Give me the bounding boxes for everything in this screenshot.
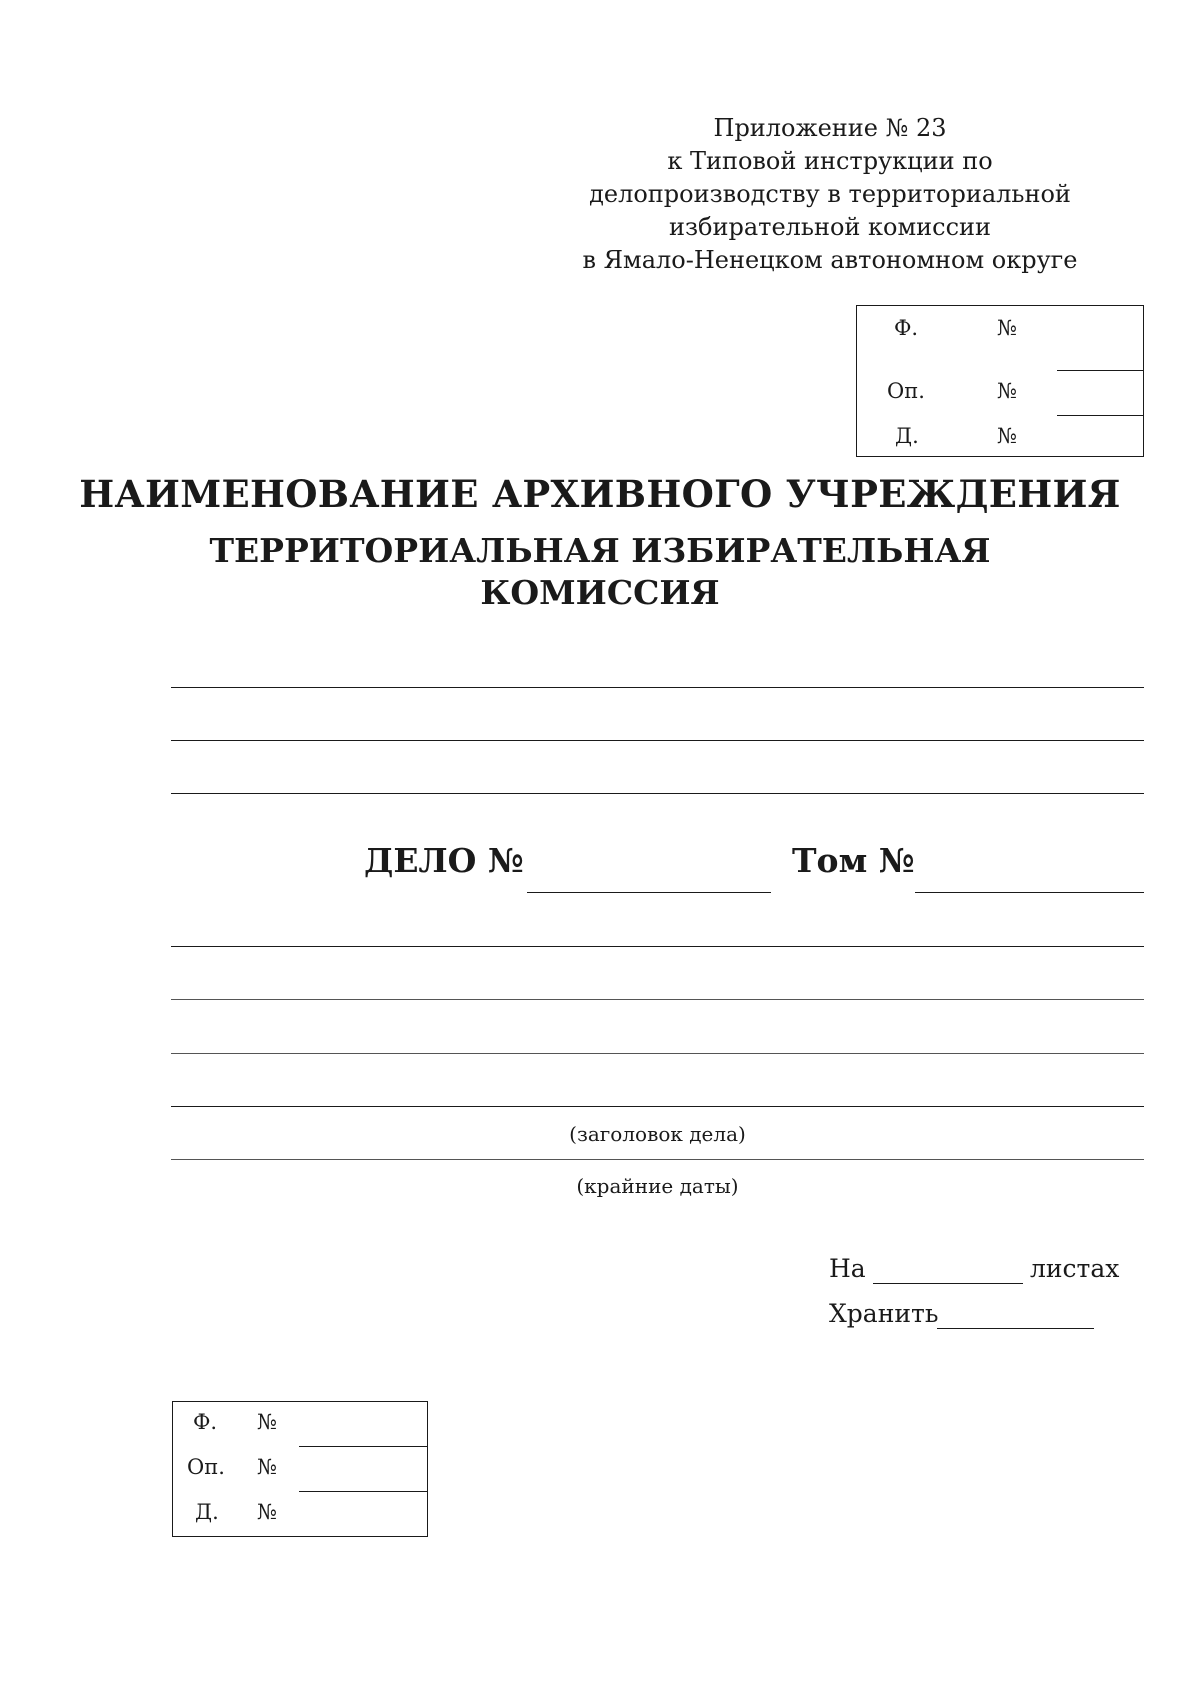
blank-line[interactable] bbox=[171, 687, 1144, 688]
fund-label: Ф. bbox=[894, 316, 919, 340]
case-title-line[interactable] bbox=[171, 1106, 1144, 1107]
case-title-line[interactable] bbox=[171, 1053, 1144, 1054]
dates-line[interactable] bbox=[171, 1159, 1144, 1160]
case-number-label: ДЕЛО № bbox=[364, 841, 524, 880]
inventory-number-field[interactable] bbox=[299, 1491, 427, 1492]
number-sign: № bbox=[257, 1455, 277, 1479]
appendix-note bbox=[560, 112, 1100, 277]
inventory-label: Оп. bbox=[887, 379, 925, 403]
number-sign: № bbox=[257, 1410, 277, 1434]
appendix-line: избирательной комиссии bbox=[668, 213, 992, 241]
fund-number-field[interactable] bbox=[299, 1446, 427, 1447]
number-sign: № bbox=[997, 316, 1017, 340]
volume-number-field[interactable] bbox=[915, 892, 1144, 893]
fund-label: Ф. bbox=[193, 1410, 218, 1434]
case-title-line[interactable] bbox=[171, 999, 1144, 1000]
number-sign: № bbox=[997, 424, 1017, 448]
commission-heading-line2: КОМИССИЯ bbox=[480, 573, 720, 612]
dates-caption: (крайние даты) bbox=[576, 1174, 739, 1198]
sheets-label: листах bbox=[1030, 1254, 1120, 1283]
file-label: Д. bbox=[195, 1500, 219, 1524]
blank-line[interactable] bbox=[171, 793, 1144, 794]
case-number-field[interactable] bbox=[527, 892, 771, 893]
appendix-line: Приложение № 23 bbox=[713, 114, 947, 142]
appendix-line: делопроизводству в территориальной bbox=[589, 180, 1071, 208]
file-label: Д. bbox=[895, 424, 919, 448]
blank-line[interactable] bbox=[171, 740, 1144, 741]
fund-number-field[interactable] bbox=[1057, 370, 1143, 371]
reference-box-top bbox=[856, 305, 1144, 457]
appendix-line: в Ямало-Ненецком автономном округе bbox=[582, 246, 1078, 274]
number-sign: № bbox=[257, 1500, 277, 1524]
appendix-line: к Типовой инструкции по bbox=[667, 147, 993, 175]
inventory-number-field[interactable] bbox=[1057, 415, 1143, 416]
archive-name-heading: НАИМЕНОВАНИЕ АРХИВНОГО УЧРЕЖДЕНИЯ bbox=[79, 472, 1121, 516]
sheets-on-label: На bbox=[829, 1254, 866, 1283]
case-title-line[interactable] bbox=[171, 946, 1144, 947]
commission-heading-line1: ТЕРРИТОРИАЛЬНАЯ ИЗБИРАТЕЛЬНАЯ bbox=[209, 531, 991, 570]
volume-number-label: Том № bbox=[792, 841, 915, 880]
number-sign: № bbox=[997, 379, 1017, 403]
case-title-caption: (заголовок дела) bbox=[569, 1122, 746, 1146]
sheets-count-field[interactable] bbox=[873, 1283, 1023, 1284]
reference-box-bottom bbox=[172, 1401, 428, 1537]
keep-label: Хранить bbox=[829, 1299, 939, 1328]
inventory-label: Оп. bbox=[187, 1455, 225, 1479]
keep-period-field[interactable] bbox=[937, 1328, 1094, 1329]
